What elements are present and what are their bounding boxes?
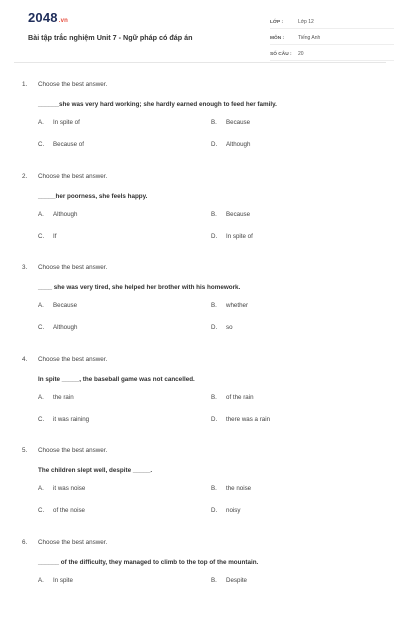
option-text: of the rain (226, 394, 254, 402)
answer-option-a[interactable] (38, 211, 211, 219)
answer-option-b[interactable] (211, 394, 361, 402)
answer-option-c[interactable] (38, 324, 211, 332)
option-letter: D. (211, 507, 226, 515)
option-letter: D. (211, 416, 226, 424)
option-text: noisy (226, 507, 240, 515)
question-6 (22, 539, 382, 630)
option-text: so (226, 324, 233, 332)
option-letter: C. (38, 324, 53, 332)
meta-key: SỐ CÂU : (270, 52, 298, 60)
question-prompt: Choose the best answer. (38, 447, 107, 459)
meta-value: Tiếng Anh (298, 35, 320, 44)
document-title: Bài tập trắc nghiệm Unit 7 - Ngữ pháp có đáp án (28, 33, 193, 42)
question-prompt: Choose the best answer. (38, 539, 107, 551)
option-letter: D. (211, 233, 226, 241)
question-number: 1. (22, 81, 38, 93)
question-number: 3. (22, 264, 38, 276)
answer-option-c[interactable] (38, 141, 211, 149)
answer-options (38, 394, 382, 424)
option-text: In spite of (53, 119, 80, 127)
option-letter: C. (38, 507, 53, 515)
answer-options (38, 302, 382, 332)
option-letter: D. (211, 324, 226, 332)
logo-text: 2048 (28, 10, 58, 25)
answer-option-b[interactable] (211, 302, 361, 310)
question-number: 5. (22, 447, 38, 459)
question-number: 4. (22, 356, 38, 368)
option-text: Because (53, 302, 77, 310)
answer-option-a[interactable] (38, 577, 211, 585)
question-prompt: Choose the best answer. (38, 264, 107, 276)
question-5 (22, 447, 382, 539)
option-text: of the noise (53, 507, 85, 515)
question-number: 2. (22, 173, 38, 185)
question-prompt: Choose the best answer. (38, 81, 107, 93)
option-letter: B. (211, 577, 226, 585)
answer-option-d[interactable] (211, 416, 361, 424)
option-letter: B. (211, 394, 226, 402)
question-stem: ______she was very hard working; she hardly earned enough to feed her family. (38, 101, 382, 113)
option-text: it was noise (53, 485, 85, 493)
answer-option-a[interactable] (38, 394, 211, 402)
answer-option-d[interactable] (211, 324, 361, 332)
option-letter: A. (38, 302, 53, 310)
option-letter: A. (38, 211, 53, 219)
answer-option-c[interactable] (38, 416, 211, 424)
option-letter: B. (211, 211, 226, 219)
question-1 (22, 81, 382, 173)
option-text: Because (226, 119, 250, 127)
answer-option-a[interactable] (38, 302, 211, 310)
option-letter: A. (38, 119, 53, 127)
option-letter: C. (38, 416, 53, 424)
meta-value: Lớp 12 (298, 19, 314, 28)
option-text: If (53, 233, 56, 241)
option-text: there was a rain (226, 416, 270, 424)
answer-option-c[interactable] (38, 233, 211, 241)
option-letter: B. (211, 119, 226, 127)
option-text: Despite (226, 577, 247, 585)
question-stem: ____ she was very tired, she helped her brother with his homework. (38, 284, 382, 296)
option-text: whether (226, 302, 248, 310)
meta-key: LỚP : (270, 20, 298, 28)
option-letter: A. (38, 577, 53, 585)
answer-options (38, 211, 382, 241)
meta-row-class (270, 13, 394, 29)
option-text: Because of (53, 141, 84, 149)
question-list (22, 81, 382, 630)
answer-options (38, 119, 382, 149)
question-3 (22, 264, 382, 356)
meta-key: MÔN : (270, 36, 298, 44)
option-letter: A. (38, 394, 53, 402)
option-text: Because (226, 211, 250, 219)
question-stem: The children slept well, despite _____. (38, 467, 382, 479)
question-prompt: Choose the best answer. (38, 356, 107, 368)
option-text: Although (53, 211, 77, 219)
answer-option-d[interactable] (211, 233, 361, 241)
question-2 (22, 173, 382, 265)
question-stem: In spite _____, the baseball game was not cancelled. (38, 376, 382, 388)
option-letter: B. (211, 302, 226, 310)
meta-value: 20 (298, 51, 304, 60)
option-letter: C. (38, 233, 53, 241)
question-stem: ______ of the difficulty, they managed to climb to the top of the mountain. (38, 559, 382, 571)
option-text: the noise (226, 485, 251, 493)
answer-option-a[interactable] (38, 119, 211, 127)
question-4 (22, 356, 382, 448)
option-letter: B. (211, 485, 226, 493)
question-stem: _____her poorness, she feels happy. (38, 193, 382, 205)
answer-option-b[interactable] (211, 577, 361, 585)
question-number: 6. (22, 539, 38, 551)
answer-option-b[interactable] (211, 211, 361, 219)
option-letter: A. (38, 485, 53, 493)
document-header (14, 0, 386, 63)
option-text: In spite of (226, 233, 253, 241)
meta-row-subject (270, 29, 394, 45)
answer-option-a[interactable] (38, 485, 211, 493)
option-letter: D. (211, 141, 226, 149)
site-logo[interactable] (28, 10, 68, 25)
option-text: the rain (53, 394, 74, 402)
answer-option-b[interactable] (211, 485, 361, 493)
answer-option-d[interactable] (211, 141, 361, 149)
meta-row-count (270, 45, 394, 61)
option-text: In spite (53, 577, 73, 585)
logo-suffix: .vn (59, 18, 68, 24)
option-text: Although (226, 141, 250, 149)
answer-options (38, 485, 382, 515)
answer-option-d[interactable] (211, 507, 361, 515)
question-prompt: Choose the best answer. (38, 173, 107, 185)
answer-option-c[interactable] (38, 507, 211, 515)
option-text: Although (53, 324, 77, 332)
answer-option-b[interactable] (211, 119, 361, 127)
option-text: it was raining (53, 416, 89, 424)
option-letter: C. (38, 141, 53, 149)
document-meta (270, 13, 394, 61)
answer-options (38, 577, 382, 585)
